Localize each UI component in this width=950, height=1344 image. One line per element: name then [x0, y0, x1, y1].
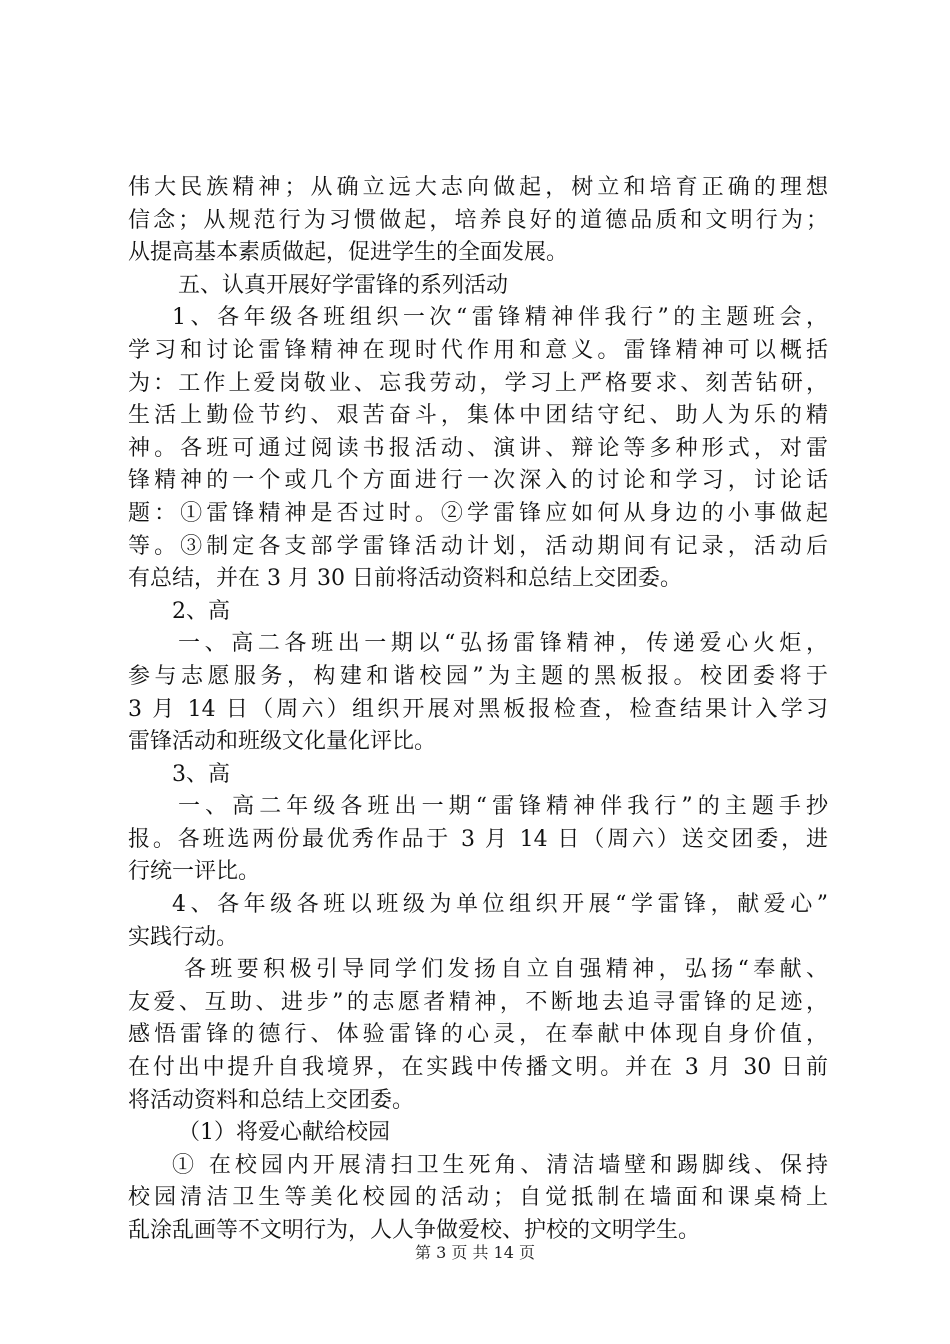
text-line: 生活上勤俭节约、艰苦奋斗，集体中团结守纪、助人为乐的精: [128, 403, 828, 429]
text-line: 感悟雷锋的德行、体验雷锋的心灵，在奉献中体现自身价值，: [128, 1022, 828, 1048]
list-item-label: 3、高: [172, 761, 230, 787]
text-line: 从提高基本素质做起，促进学生的全面发展。: [128, 240, 569, 266]
text-line: 参与志愿服务，构建和谐校园”为主题的黑板报。校团委将于: [128, 663, 828, 689]
text-line: 信念；从规范行为习惯做起，培养良好的道德品质和文明行为；: [128, 207, 828, 233]
text-line: 锋精神的一个或几个方面进行一次深入的讨论和学习，讨论话: [128, 468, 828, 494]
text-line: 乱涂乱画等不文明行为，人人争做爱校、护校的文明学生。: [128, 1218, 701, 1243]
text-line: 4、各年级各班以班级为单位组织开展“学雷锋，献爱心”: [172, 892, 828, 918]
text-line: 各班要积极引导同学们发扬自立自强精神，弘扬“奉献、: [184, 957, 828, 983]
text-line: 行统一评比。: [128, 859, 261, 885]
text-line: 雷锋活动和班级文化量化评比。: [128, 729, 437, 755]
subsection-heading: （1）将爱心献给校园: [178, 1120, 390, 1146]
text-line: 一、高二各班出一期以“弘扬雷锋精神，传递爱心火炬，: [178, 631, 828, 657]
text-line: 伟大民族精神；从确立远大志向做起，树立和培育正确的理想: [128, 175, 828, 200]
page-footer: 第 3 页 共 14 页: [415, 1243, 535, 1262]
text-line: 有总结，并在 3 月 30 日前将活动资料和总结上交团委。: [128, 566, 682, 592]
text-line: 报。各班选两份最优秀作品于 3 月 14 日（周六）送交团委，进: [128, 826, 828, 852]
text-line: 3 月 14 日（周六）组织开展对黑板报检查，检查结果计入学习: [128, 696, 828, 722]
text-line: 为：工作上爱岗敬业、忘我劳动，学习上严格要求、刻苦钻研，: [128, 370, 828, 396]
list-item-label: 2、高: [172, 598, 230, 624]
text-line: 将活动资料和总结上交团委。: [128, 1087, 415, 1113]
text-line: 1、各年级各班组织一次“雷锋精神伴我行”的主题班会，: [172, 305, 828, 331]
text-line: 题：①雷锋精神是否过时。②学雷锋应如何从身边的小事做起: [128, 500, 828, 526]
text-line: 友爱、互助、进步”的志愿者精神，不断地去追寻雷锋的足迹，: [128, 989, 828, 1015]
text-line: 神。各班可通过阅读书报活动、演讲、辩论等多种形式，对雷: [128, 435, 828, 461]
text-line: 学习和讨论雷锋精神在现时代作用和意义。雷锋精神可以概括: [128, 337, 828, 363]
text-line: 一、高二年级各班出一期“雷锋精神伴我行”的主题手抄: [178, 794, 828, 820]
text-line: 实践行动。: [128, 924, 239, 950]
text-line: 在付出中提升自我境界，在实践中传播文明。并在 3 月 30 日前: [128, 1055, 828, 1081]
text-line: ① 在校园内开展清扫卫生死角、清洁墙壁和踢脚线、保持: [172, 1152, 828, 1178]
text-line: 校园清洁卫生等美化校园的活动；自觉抵制在墙面和课桌椅上: [128, 1185, 828, 1211]
text-line: 等。③制定各支部学雷锋活动计划，活动期间有记录，活动后: [128, 533, 828, 559]
section-heading: 五、认真开展好学雷锋的系列活动: [178, 272, 509, 298]
document-body: [128, 172, 828, 1248]
